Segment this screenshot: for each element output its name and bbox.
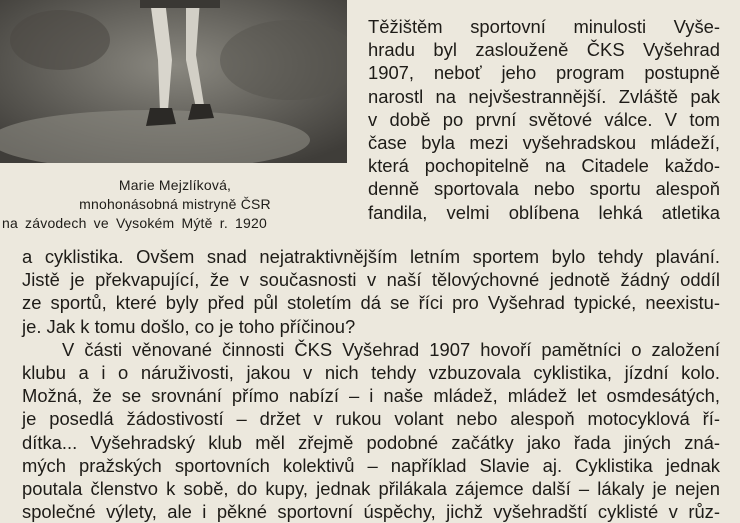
caption-line-event: na závodech ve Vysokém Mýtě r. 1920: [2, 215, 267, 231]
paragraph-start-line: V části věnované činnosti ČKS Vyšehrad 1907 hovoří pamětníci o založení: [62, 338, 720, 360]
text-line: a cyklistika. Ovšem snad nejatraktivnějším letním sportem bylo tehdy plavání.: [22, 246, 720, 267]
text-line: v době po první světové válce. V tom: [368, 108, 720, 130]
right-column-text: [368, 15, 720, 224]
text-line: ze sportů, které byly před půl stoletím dá se říci pro Vyšehrad typické, neexistu-: [22, 292, 720, 314]
text-line: klubu a i o náruživosti, jakou v nich tehdy vzbuzovala cyklistika, jízdní kolo.: [22, 361, 720, 383]
photo-caption: [0, 176, 350, 233]
caption-line-title: mnohonásobná mistryně ČSR: [79, 196, 271, 212]
text-line: je. Jak k tomu došlo, co je toho příčinou?: [22, 315, 356, 337]
text-line: hradu byl zaslouženě ČKS Vyšehrad: [368, 39, 720, 61]
text-line: Jistě je překvapující, že v současnosti v naší tělovýchovné jednotě žádný oddíl: [22, 269, 720, 291]
text-line: fandila, velmi oblíbena lehká atletika: [368, 201, 720, 223]
text-line: poutala členstvo k sobě, do kupy, jednak přilákala zájemce další – lákaly je nejen: [22, 477, 720, 499]
text-line: která pochopitelně na Citadele každo-: [368, 155, 720, 177]
athlete-photo: [0, 0, 347, 163]
athlete-photo-icon: [0, 0, 347, 163]
text-line: čase byla mezi vyšehradskou mládeží,: [368, 131, 720, 153]
text-line: narostl na nejvšestrannější. Zvláště pak: [368, 85, 720, 107]
text-line: mých pražských sportovních kolektivů – například Slavie aj. Cyklistika jednak: [22, 454, 720, 476]
text-line: Těžištěm sportovní minulosti Vyše-: [368, 16, 720, 37]
text-line: 1907, neboť jeho program postupně: [368, 62, 720, 84]
text-line: Možná, že se srovnání přímo nabízí – i naše mládež, mládež let osmdesátých,: [22, 385, 720, 407]
text-line: dítka... Vyšehradský klub měl zřejmě podobné začátky jako řada jiných zná-: [22, 431, 720, 453]
text-line: denně sportovala nebo sportu alespoň: [368, 178, 720, 200]
text-line: je posedlá žádostivostí – držet v rukou volant nebo alespoň motocyklová ří-: [22, 408, 720, 430]
text-line: společné výlety, ale i pěkné sportovní úspěchy, jichž vyšehradští cyklisté v růz-: [22, 501, 720, 523]
body-text: [22, 245, 720, 523]
caption-line-name: Marie Mejzlíková,: [118, 177, 232, 193]
